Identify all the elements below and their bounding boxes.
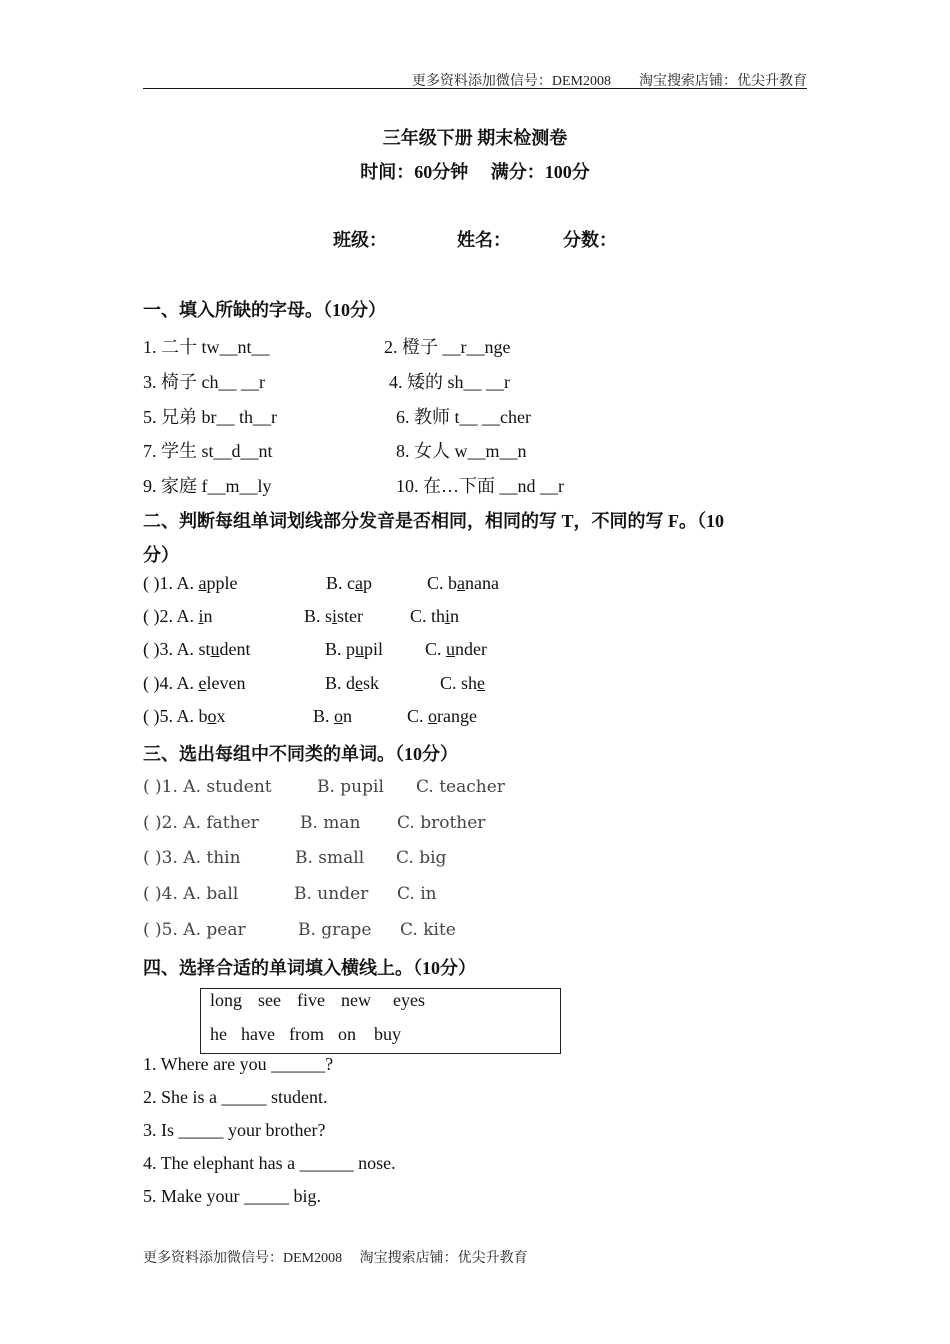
option-a: ( )4. A. ball: [143, 884, 239, 904]
word-bank-row: [210, 1024, 417, 1045]
word-part: st: [198, 639, 211, 659]
underlined-letter: a: [198, 573, 207, 593]
word-part: sh: [461, 673, 478, 693]
word-part: s: [325, 606, 333, 626]
word-part: n: [343, 706, 353, 726]
word: see: [258, 990, 281, 1010]
word-part: c: [347, 573, 356, 593]
section3-title: 三、选出每组中不同类的单词。（10分）: [143, 744, 458, 764]
sentence-item: 1. Where are you ______?: [143, 1054, 334, 1074]
word-bank-row: [210, 990, 441, 1011]
option-a: [143, 706, 226, 727]
option-a: ( )1. A. student: [143, 777, 272, 797]
option-c: [407, 706, 477, 727]
word-part: range: [437, 706, 477, 726]
word: eyes: [392, 990, 425, 1010]
header-rule: [143, 88, 807, 89]
word: from: [288, 1024, 324, 1044]
sentence-item: 3. Is _____ your brother?: [143, 1120, 326, 1140]
option-c-label: C.: [407, 706, 429, 726]
word-part: dent: [219, 639, 251, 659]
option-a: [143, 639, 251, 660]
word-part: nana: [465, 573, 499, 593]
word-part: b: [448, 573, 458, 593]
underlined-letter: o: [428, 706, 438, 726]
underlined-letter: o: [334, 706, 344, 726]
underlined-letter: a: [355, 573, 364, 593]
sentence-item: 2. She is a _____ student.: [143, 1087, 328, 1107]
underlined-letter: a: [457, 573, 466, 593]
underlined-letter: i: [332, 606, 338, 626]
fill-item: 1. 二十 tw__nt__: [143, 337, 270, 357]
section2-title: 二、判断每组单词划线部分发音是否相同，相同的写 T，不同的写 F。（10: [143, 511, 724, 531]
option-c: C. big: [396, 848, 447, 868]
option-b: B. small: [295, 848, 365, 868]
option-a: ( )2. A. father: [143, 813, 259, 833]
option-a: ( )3. A. thin: [143, 848, 241, 868]
word-part: pple: [206, 573, 238, 593]
option-b-label: B.: [313, 706, 335, 726]
option-b: [326, 573, 372, 594]
section4-title: 四、选择合适的单词填入横线上。（10分）: [143, 958, 476, 978]
fill-item: 9. 家庭 f__m__ly: [143, 476, 272, 496]
fill-item: 7. 学生 st__d__nt: [143, 441, 273, 461]
word-part: leven: [206, 673, 246, 693]
sentence-item: 5. Make your _____ big.: [143, 1186, 321, 1206]
fill-item: 8. 女人 w__m__n: [396, 441, 527, 461]
fill-item: 6. 教师 t__ __cher: [396, 407, 531, 427]
header-text: 更多资料添加微信号：DEM2008 淘宝搜索店铺：优尖升教育: [411, 74, 807, 89]
fill-item: 4. 矮的 sh__ __r: [389, 372, 510, 392]
option-b: [325, 673, 379, 694]
option-a-label: ( )1. A.: [143, 573, 199, 593]
sentence-item: 4. The elephant has a ______ nose.: [143, 1153, 396, 1173]
option-c-label: C.: [425, 639, 447, 659]
option-b-label: B.: [326, 573, 348, 593]
option-c: C. kite: [400, 920, 456, 940]
option-c: [425, 639, 487, 660]
option-b: [325, 639, 383, 660]
word: he: [210, 1024, 227, 1044]
option-a-label: ( )4. A.: [143, 673, 199, 693]
footer-text: 更多资料添加微信号：DEM2008 淘宝搜索店铺：优尖升教育: [143, 1251, 528, 1266]
option-b: B. man: [300, 813, 361, 833]
word: five: [297, 990, 325, 1010]
option-c-label: C.: [440, 673, 462, 693]
option-b-label: B.: [325, 639, 347, 659]
word: on: [337, 1024, 356, 1044]
option-b: [304, 606, 363, 627]
word-part: n: [450, 606, 460, 626]
fill-item: 3. 椅子 ch__ __r: [143, 372, 265, 392]
option-c: C. brother: [397, 813, 486, 833]
option-c: [440, 673, 485, 694]
section1-title: 一、填入所缺的字母。（10分）: [143, 300, 386, 320]
word-part: n: [203, 606, 213, 626]
word-part: x: [216, 706, 226, 726]
option-c: C. in: [397, 884, 437, 904]
option-b: B. grape: [298, 920, 372, 940]
option-b-label: B.: [304, 606, 326, 626]
option-b: B. under: [294, 884, 369, 904]
section2-title-cont: 分）: [143, 545, 179, 565]
word-part: sk: [363, 673, 380, 693]
word-part: p: [346, 639, 356, 659]
option-c-label: C.: [427, 573, 449, 593]
word-part: p: [363, 573, 373, 593]
option-a: [143, 673, 245, 694]
option-a-label: ( )2. A.: [143, 606, 199, 626]
option-a-label: ( )5. A.: [143, 706, 199, 726]
underlined-letter: e: [477, 673, 486, 693]
underlined-letter: e: [198, 673, 207, 693]
underlined-letter: u: [355, 639, 365, 659]
option-c-label: C.: [410, 606, 432, 626]
option-b-label: B.: [325, 673, 347, 693]
word-part: ster: [337, 606, 364, 626]
option-a: [143, 573, 238, 594]
word-part: nder: [455, 639, 487, 659]
name-label: 姓名：: [457, 230, 511, 250]
underlined-letter: u: [210, 639, 220, 659]
word: long: [210, 990, 243, 1010]
option-a-label: ( )3. A.: [143, 639, 199, 659]
option-c: [410, 606, 459, 627]
score-label: 分数：: [563, 230, 617, 250]
underlined-letter: i: [198, 606, 204, 626]
word: buy: [373, 1024, 401, 1044]
fill-item: 10. 在…下面 __nd __r: [396, 476, 564, 496]
class-label: 班级：: [333, 230, 387, 250]
underlined-letter: u: [446, 639, 456, 659]
word: have: [241, 1024, 275, 1044]
underlined-letter: e: [355, 673, 364, 693]
fill-item: 5. 兄弟 br__ th__r: [143, 407, 277, 427]
option-c: [427, 573, 499, 594]
word-part: th: [431, 606, 446, 626]
fill-item: 2. 橙子 __r__nge: [384, 337, 511, 357]
option-c: C. teacher: [416, 777, 505, 797]
option-b: [313, 706, 352, 727]
option-b: B. pupil: [317, 777, 384, 797]
exam-info: 时间：60分钟 满分：100分: [360, 162, 590, 182]
page-title: 三年级下册 期末检测卷: [382, 128, 568, 148]
word-part: b: [198, 706, 208, 726]
word: new: [340, 990, 371, 1010]
option-a: ( )5. A. pear: [143, 920, 246, 940]
underlined-letter: i: [445, 606, 451, 626]
option-a: [143, 606, 213, 627]
word-part: pil: [364, 639, 384, 659]
word-bank: [200, 988, 561, 1054]
underlined-letter: o: [207, 706, 217, 726]
student-info-line: [333, 226, 617, 252]
word-part: d: [346, 673, 356, 693]
